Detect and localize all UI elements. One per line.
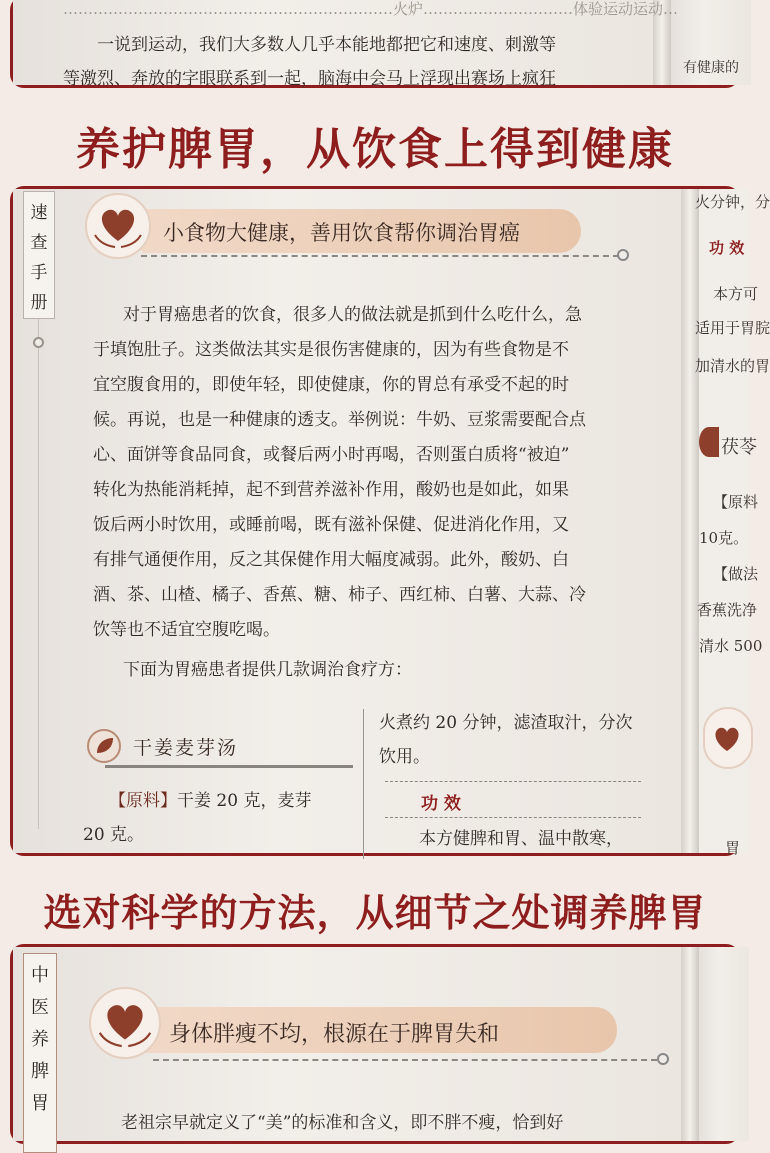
- side-tab-tcm: [23, 953, 57, 1153]
- paragraph-line: 对于胃癌患者的饮食，很多人的做法就是抓到什么吃什么，急: [123, 305, 582, 325]
- leaf-emblem: [87, 729, 121, 763]
- side-tab-char: 册: [30, 293, 48, 313]
- effect-divider: [385, 781, 641, 782]
- side-tab-quick-reference: [23, 191, 55, 319]
- heart-hands-icon: [87, 195, 149, 257]
- paragraph-line: 宜空腹食用的，即使年轻，即使健康，你的胃总有承受不起的时: [93, 375, 569, 395]
- adjacent-page-label: 功 效: [709, 239, 745, 257]
- intro-line: 下面为胃癌患者提供几款调治食疗方：: [123, 660, 412, 680]
- paragraph-line: 转化为热能消耗掉，起不到营养滋补作用，酸奶也是如此，如果: [93, 480, 569, 500]
- section-banner: 养护脾胃，从饮食上得到健康: [76, 124, 674, 175]
- side-tab-char: 脾: [31, 1061, 49, 1082]
- steps-line: 火煮约 20 分钟，滤渣取汁，分次: [379, 713, 633, 733]
- heart-hands-emblem: [89, 987, 161, 1059]
- right-page-fragment: 有健康的: [683, 60, 739, 76]
- adjacent-page-text: 适用于胃脘: [695, 319, 770, 337]
- paragraph-line: 饮等也不适宜空腹吃喝。: [93, 620, 280, 640]
- adjacent-page-text: 加清水的胃: [695, 357, 770, 375]
- ingredients-label: 【原料】: [109, 791, 177, 811]
- top-book-panel: [10, 0, 740, 88]
- text-line: 等激烈、奔放的字眼联系到一起，脑海中会马上浮现出赛场上疯狂: [63, 69, 556, 89]
- faded-text-line: …………………………………………………………火炉…………………………体验运动运动…: [63, 0, 679, 18]
- paragraph-line: 心、面饼等食品同食，或餐后两小时再喝，否则蛋白质将“被迫”: [93, 445, 570, 465]
- adjacent-page-heading: 茯苓: [721, 437, 757, 458]
- adjacent-page-emblem: [699, 427, 719, 457]
- adjacent-page-text: 香蕉洗净: [697, 601, 758, 619]
- divider-end-dot: [657, 1053, 669, 1065]
- adjacent-page-text: 火分钟，分: [695, 193, 770, 211]
- adjacent-page-text: 胃: [725, 839, 741, 857]
- section-banner: 选对科学的方法，从细节之处调养脾胃: [43, 891, 707, 935]
- bottom-book-panel: [10, 944, 740, 1144]
- heart-hands-icon: [91, 989, 159, 1057]
- side-tab-char: 胃: [31, 1093, 49, 1114]
- middle-book-panel: [10, 186, 770, 857]
- dashed-divider: [153, 1059, 657, 1061]
- ingredients-text: 干姜 20 克，麦芽: [177, 791, 312, 811]
- steps-line: 饮用。: [379, 747, 430, 767]
- recipe-name-underline: [105, 765, 353, 768]
- paragraph-line: 有排气通便作用，反之其保健作用大幅度减弱。此外，酸奶、白: [93, 550, 569, 570]
- dashed-divider: [141, 255, 619, 257]
- section-title: 身体胖瘦不均，根源在于脾胃失和: [169, 1022, 500, 1047]
- side-tab-char: 速: [30, 203, 48, 223]
- connector-dot: [33, 337, 44, 348]
- adjacent-page-text: 10克。: [699, 529, 749, 547]
- ingredients-line-2: 20 克。: [83, 825, 145, 845]
- heart-icon: [707, 719, 747, 759]
- adjacent-heart-emblem: [703, 707, 753, 769]
- section-title: 小食物大健康，善用饮食帮你调治胃癌: [163, 221, 520, 245]
- ingredients-line: [109, 785, 311, 817]
- leaf-icon: [89, 731, 119, 761]
- paragraph-line: 于填饱肚子。这类做法其实是很伤害健康的，因为有些食物是不: [93, 340, 569, 360]
- side-tab-char: 查: [30, 233, 48, 253]
- paragraph-line: 酒、茶、山楂、橘子、香蕉、糖、柿子、西红柿、白薯、大蒜、冷: [93, 585, 586, 605]
- side-tab-connector: [38, 319, 39, 829]
- adjacent-page-text: 【原料: [713, 493, 759, 511]
- adjacent-page-text: 【做法: [713, 565, 759, 583]
- effect-label: 功 效: [421, 794, 461, 814]
- side-tab-char: 中: [31, 965, 49, 986]
- adjacent-page-text: 本方可: [713, 285, 759, 303]
- text-line: 一说到运动，我们大多数人几乎本能地都把它和速度、刺激等: [97, 35, 556, 55]
- effect-divider: [385, 817, 641, 818]
- side-tab-char: 养: [31, 1029, 49, 1050]
- side-tab-char: 医: [31, 997, 49, 1018]
- column-separator: [363, 709, 364, 859]
- paragraph-line: 饭后两小时饮用，或睡前喝，既有滋补保健、促进消化作用，又: [93, 515, 569, 535]
- recipe-name: 干姜麦芽汤: [133, 737, 239, 759]
- side-tab-char: 手: [30, 263, 48, 283]
- divider-end-dot: [617, 249, 629, 261]
- paragraph-line: 候。再说，也是一种健康的透支。举例说：牛奶、豆浆需要配合点: [93, 410, 586, 430]
- heart-hands-emblem: [85, 193, 151, 259]
- paragraph-line: 老祖宗早就定义了“美”的标准和含义，即不胖不瘦，恰到好: [121, 1113, 564, 1133]
- adjacent-page-text: 清水 500: [699, 637, 763, 655]
- effect-line: 本方健脾和胃、温中散寒，: [419, 829, 623, 849]
